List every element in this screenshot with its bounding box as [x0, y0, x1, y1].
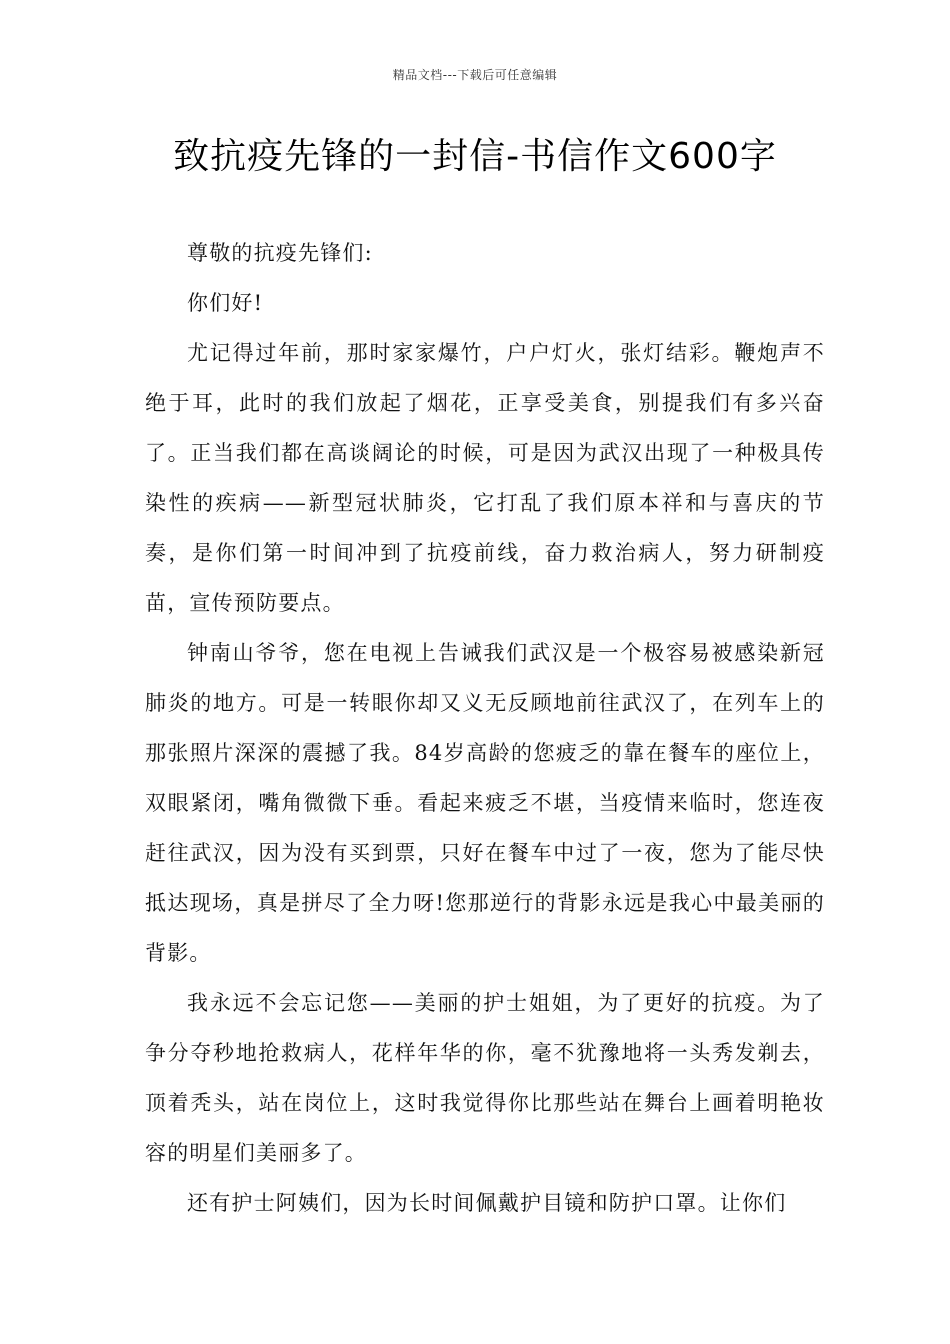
letter-body	[145, 228, 825, 1228]
header-note: 精品文档---下载后可任意编辑	[392, 68, 558, 82]
paragraph: 尤记得过年前，那时家家爆竹，户户灯火，张灯结彩。鞭炮声不绝于耳，此时的我们放起了烟花，正享受美食，别提我们有多兴奋了。正当我们都在高谈阔论的时候，可是因为武汉出现了一种极具传染性的疾病——新型冠状肺炎，它打乱了我们原本祥和与喜庆的节奏，是你们第一时间冲到了抗疫前线，奋力救治病人，努力研制疫苗，宣传预防要点。	[145, 341, 825, 615]
paragraph: 钟南山爷爷，您在电视上告诫我们武汉是一个极容易被感染新冠肺炎的地方。可是一转眼你却又义无反顾地前往武汉了，在列车上的那张照片深深的震撼了我。84岁高龄的您疲乏的靠在餐车的座位上，双眼紧闭，嘴角微微下垂。看起来疲乏不堪，当疫情来临时，您连夜赶往武汉，因为没有买到票，只好在餐车中过了一夜，您为了能尽快抵达现场，真是拼尽了全力呀!您那逆行的背影永远是我心中最美丽的背影。	[145, 641, 825, 965]
paragraph: 我永远不会忘记您——美丽的护士姐姐，为了更好的抗疫。为了争分夺秒地抢救病人，花样年华的你，毫不犹豫地将一头秀发剃去，顶着秃头，站在岗位上，这时我觉得你比那些站在舞台上画着明艳妆容的明星们美丽多了。	[145, 991, 825, 1165]
greeting: 你们好!	[187, 291, 264, 315]
document-title: 致抗疫先锋的一封信-书信作文600字	[173, 136, 777, 177]
salutation: 尊敬的抗疫先锋们:	[187, 241, 373, 265]
paragraph: 还有护士阿姨们，因为长时间佩戴护目镜和防护口罩。让你们	[187, 1191, 787, 1215]
